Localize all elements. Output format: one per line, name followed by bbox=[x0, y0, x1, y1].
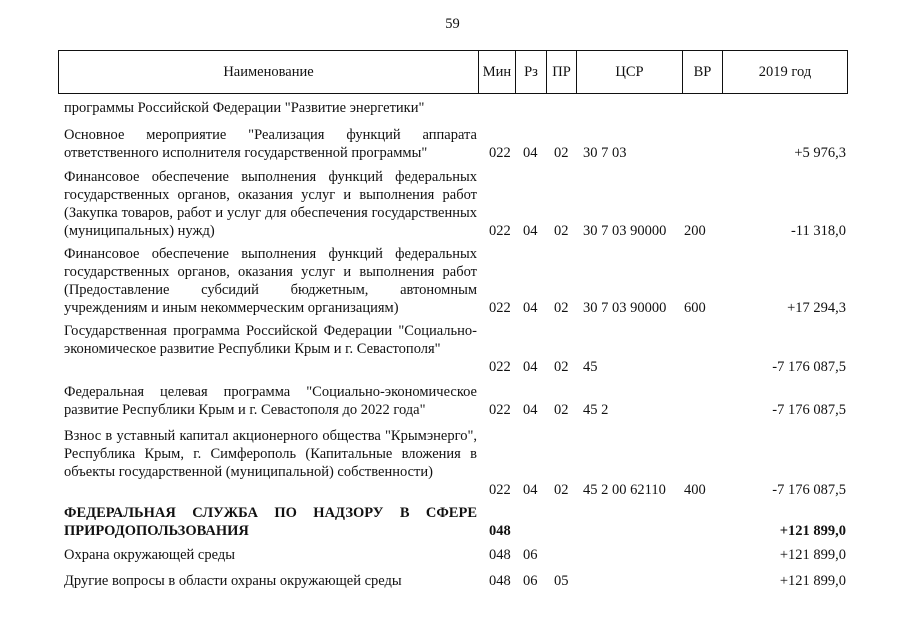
row-rz: 04 bbox=[523, 300, 538, 316]
row-min: 022 bbox=[489, 223, 511, 239]
row-rz: 06 bbox=[523, 573, 538, 589]
row-name: Взнос в уставный капитал акционерного общества "Крымэнерго", Республика Крым, г. Симферополь (Капитальные вложения в объекты государственной (муниципальной) собственности) bbox=[64, 428, 477, 480]
row-pr: 02 bbox=[554, 300, 569, 316]
row-sum: +5 976,3 bbox=[794, 145, 846, 161]
row-sum: -7 176 087,5 bbox=[772, 482, 846, 498]
row-pr: 05 bbox=[554, 573, 569, 589]
row-name: Финансовое обеспечение выполнения функций федеральных государственных органов, оказания услуг и выполнения работ (Предоставление субсидий бюджетным, автономным учреждениям и иным некоммерческим организациям) bbox=[64, 246, 477, 316]
row-pr: 02 bbox=[554, 402, 569, 418]
row-min: 048 bbox=[489, 573, 511, 589]
row-name: Государственная программа Российской Федерации "Социально-экономическое развитие Республики Крым и г. Севастополя" bbox=[64, 323, 477, 357]
row-vr: 200 bbox=[684, 223, 706, 239]
column-header-pr: ПР bbox=[547, 51, 577, 94]
row-name: программы Российской Федерации "Развитие энергетики" bbox=[64, 100, 425, 116]
row-csr: 45 bbox=[583, 359, 598, 375]
row-sum: +121 899,0 bbox=[779, 573, 846, 589]
row-min: 048 bbox=[489, 523, 511, 539]
row-csr: 30 7 03 90000 bbox=[583, 223, 667, 239]
row-name: ФЕДЕРАЛЬНАЯ СЛУЖБА ПО НАДЗОРУ В СФЕРЕ ПРИРОДОПОЛЬЗОВАНИЯ bbox=[64, 505, 477, 539]
row-pr: 02 bbox=[554, 223, 569, 239]
row-min: 022 bbox=[489, 482, 511, 498]
row-min: 022 bbox=[489, 145, 511, 161]
row-vr: 400 bbox=[684, 482, 706, 498]
row-rz: 06 bbox=[523, 547, 538, 563]
row-csr: 45 2 00 62110 bbox=[583, 482, 666, 498]
column-header-name: Наименование bbox=[59, 51, 479, 94]
row-min: 022 bbox=[489, 402, 511, 418]
row-rz: 04 bbox=[523, 402, 538, 418]
column-header-min: Мин bbox=[479, 51, 516, 94]
row-csr: 30 7 03 90000 bbox=[583, 300, 667, 316]
row-sum: -7 176 087,5 bbox=[772, 359, 846, 375]
row-name: Основное мероприятие "Реализация функций аппарата ответственного исполнителя государственной программы" bbox=[64, 127, 477, 161]
row-name: Другие вопросы в области охраны окружающей среды bbox=[64, 573, 402, 589]
row-rz: 04 bbox=[523, 359, 538, 375]
row-csr: 30 7 03 bbox=[583, 145, 627, 161]
row-csr: 45 2 bbox=[583, 402, 609, 418]
table-header bbox=[58, 50, 848, 94]
row-name: Охрана окружающей среды bbox=[64, 547, 235, 563]
row-sum: +121 899,0 bbox=[779, 523, 846, 539]
row-pr: 02 bbox=[554, 482, 569, 498]
row-sum: +17 294,3 bbox=[787, 300, 846, 316]
row-rz: 04 bbox=[523, 145, 538, 161]
column-header-year: 2019 год bbox=[723, 51, 848, 94]
column-header-csr: ЦСР bbox=[577, 51, 683, 94]
column-header-rz: Рз bbox=[516, 51, 547, 94]
row-min: 022 bbox=[489, 300, 511, 316]
row-name: Финансовое обеспечение выполнения функций федеральных государственных органов, оказания услуг и выполнения работ (Закупка товаров, работ и услуг для обеспечения государственных (муниципальных) нужд) bbox=[64, 169, 477, 239]
row-rz: 04 bbox=[523, 223, 538, 239]
row-pr: 02 bbox=[554, 145, 569, 161]
row-name: Федеральная целевая программа "Социально-экономическое развитие Республики Крым и г. Севастополя до 2022 года" bbox=[64, 384, 477, 418]
row-rz: 04 bbox=[523, 482, 538, 498]
row-vr: 600 bbox=[684, 300, 706, 316]
page-number: 59 bbox=[445, 16, 460, 32]
row-min: 048 bbox=[489, 547, 511, 563]
row-sum: -7 176 087,5 bbox=[772, 402, 846, 418]
row-sum: +121 899,0 bbox=[779, 547, 846, 563]
column-header-vr: ВР bbox=[683, 51, 723, 94]
row-pr: 02 bbox=[554, 359, 569, 375]
row-min: 022 bbox=[489, 359, 511, 375]
row-sum: -11 318,0 bbox=[790, 223, 846, 239]
